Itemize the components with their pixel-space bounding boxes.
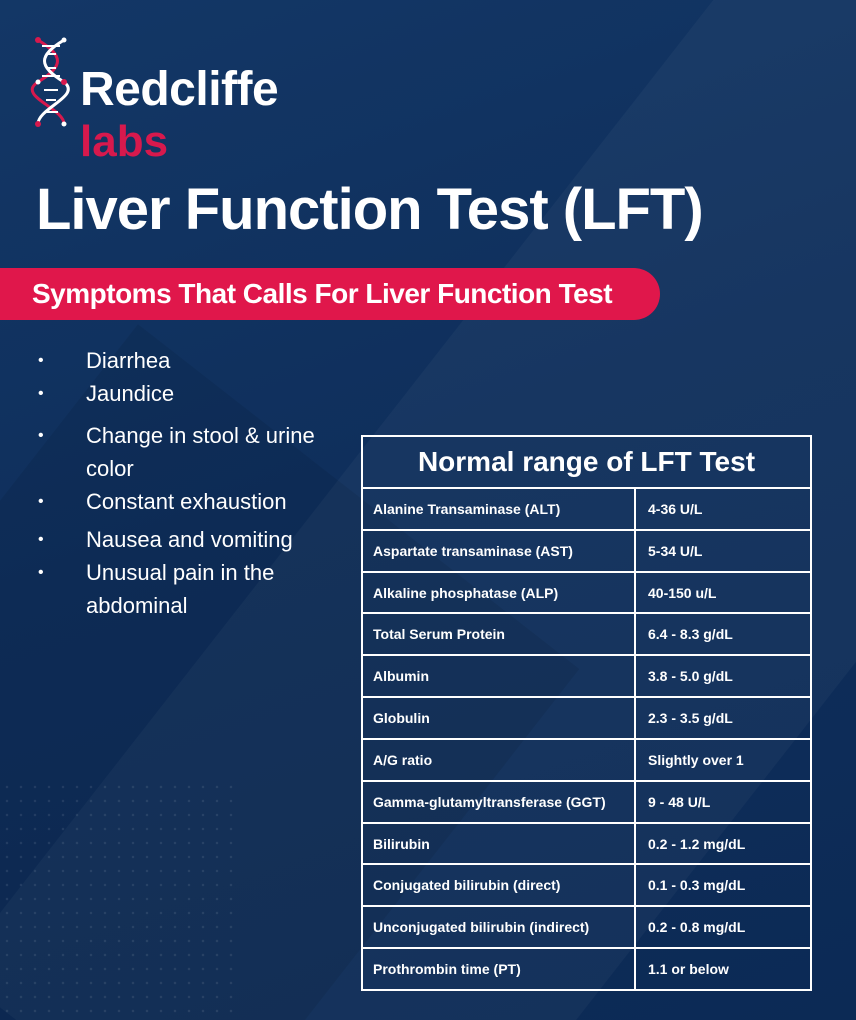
table-title: Normal range of LFT Test bbox=[363, 437, 810, 489]
dna-helix-icon bbox=[30, 36, 72, 128]
bullet-icon: • bbox=[38, 564, 44, 581]
bullet-icon: • bbox=[38, 352, 44, 369]
test-name-cell: Alanine Transaminase (ALT) bbox=[363, 489, 636, 529]
normal-range-cell: 0.2 - 1.2 mg/dL bbox=[648, 835, 746, 852]
normal-range-cell: 0.1 - 0.3 mg/dL bbox=[648, 877, 746, 894]
lft-range-table bbox=[361, 435, 812, 991]
table-row bbox=[363, 740, 810, 782]
symptom-text: Diarrhea bbox=[86, 348, 171, 373]
test-name-cell: Gamma-glutamyltransferase (GGT) bbox=[363, 782, 636, 822]
test-name-cell: Conjugated bilirubin (direct) bbox=[363, 865, 636, 905]
normal-range-cell: 4-36 U/L bbox=[648, 500, 703, 517]
table-body bbox=[363, 489, 810, 989]
symptoms-banner bbox=[0, 268, 660, 320]
symptoms-banner-text: Symptoms That Calls For Liver Function Test bbox=[32, 278, 613, 309]
test-name-cell: A/G ratio bbox=[363, 740, 636, 780]
normal-range-cell: 3.8 - 5.0 g/dL bbox=[648, 668, 733, 685]
symptom-text: Constant exhaustion bbox=[86, 489, 287, 514]
page-title: Liver Function Test (LFT) bbox=[36, 177, 703, 242]
table-row bbox=[363, 865, 810, 907]
test-name-cell: Unconjugated bilirubin (indirect) bbox=[363, 907, 636, 947]
background-dot-pattern bbox=[0, 780, 240, 1020]
brand-name: Redcliffe bbox=[80, 63, 279, 116]
test-name-cell: Prothrombin time (PT) bbox=[363, 949, 636, 989]
table-row bbox=[363, 573, 810, 615]
normal-range-cell: 6.4 - 8.3 g/dL bbox=[648, 626, 733, 643]
normal-range-cell: 2.3 - 3.5 g/dL bbox=[648, 710, 733, 727]
table-row bbox=[363, 656, 810, 698]
test-name-cell: Albumin bbox=[363, 656, 636, 696]
bullet-icon: • bbox=[38, 427, 44, 444]
table-row bbox=[363, 698, 810, 740]
list-item bbox=[38, 344, 358, 377]
table-row bbox=[363, 907, 810, 949]
list-item bbox=[38, 485, 358, 518]
bullet-icon: • bbox=[38, 385, 44, 402]
table-row bbox=[363, 614, 810, 656]
normal-range-cell: 1.1 or below bbox=[648, 961, 729, 978]
test-name-cell: Globulin bbox=[363, 698, 636, 738]
test-name-cell: Aspartate transaminase (AST) bbox=[363, 531, 636, 571]
bullet-icon: • bbox=[38, 531, 44, 548]
symptom-text: Jaundice bbox=[86, 381, 175, 406]
symptom-text: Nausea and vomiting bbox=[86, 527, 293, 552]
list-item bbox=[38, 377, 358, 410]
normal-range-cell: 40-150 u/L bbox=[648, 584, 717, 601]
list-item bbox=[38, 556, 316, 622]
bullet-icon: • bbox=[38, 493, 44, 510]
normal-range-cell: 9 - 48 U/L bbox=[648, 793, 711, 810]
table-row bbox=[363, 824, 810, 866]
table-row bbox=[363, 782, 810, 824]
test-name-cell: Alkaline phosphatase (ALP) bbox=[363, 573, 636, 613]
test-name-cell: Bilirubin bbox=[363, 824, 636, 864]
table-row bbox=[363, 489, 810, 531]
table-row bbox=[363, 949, 810, 989]
symptom-text: Change in stool & urine color bbox=[86, 423, 315, 481]
test-name-cell: Total Serum Protein bbox=[363, 614, 636, 654]
table-row bbox=[363, 531, 810, 573]
normal-range-cell: 5-34 U/L bbox=[648, 542, 703, 559]
normal-range-cell: Slightly over 1 bbox=[648, 751, 744, 768]
brand-subname: labs bbox=[80, 117, 169, 166]
symptom-text: Unusual pain in the abdominal bbox=[86, 560, 275, 618]
symptom-list bbox=[38, 344, 358, 622]
list-item bbox=[38, 523, 358, 556]
list-item bbox=[38, 419, 316, 485]
normal-range-cell: 0.2 - 0.8 mg/dL bbox=[648, 919, 746, 936]
